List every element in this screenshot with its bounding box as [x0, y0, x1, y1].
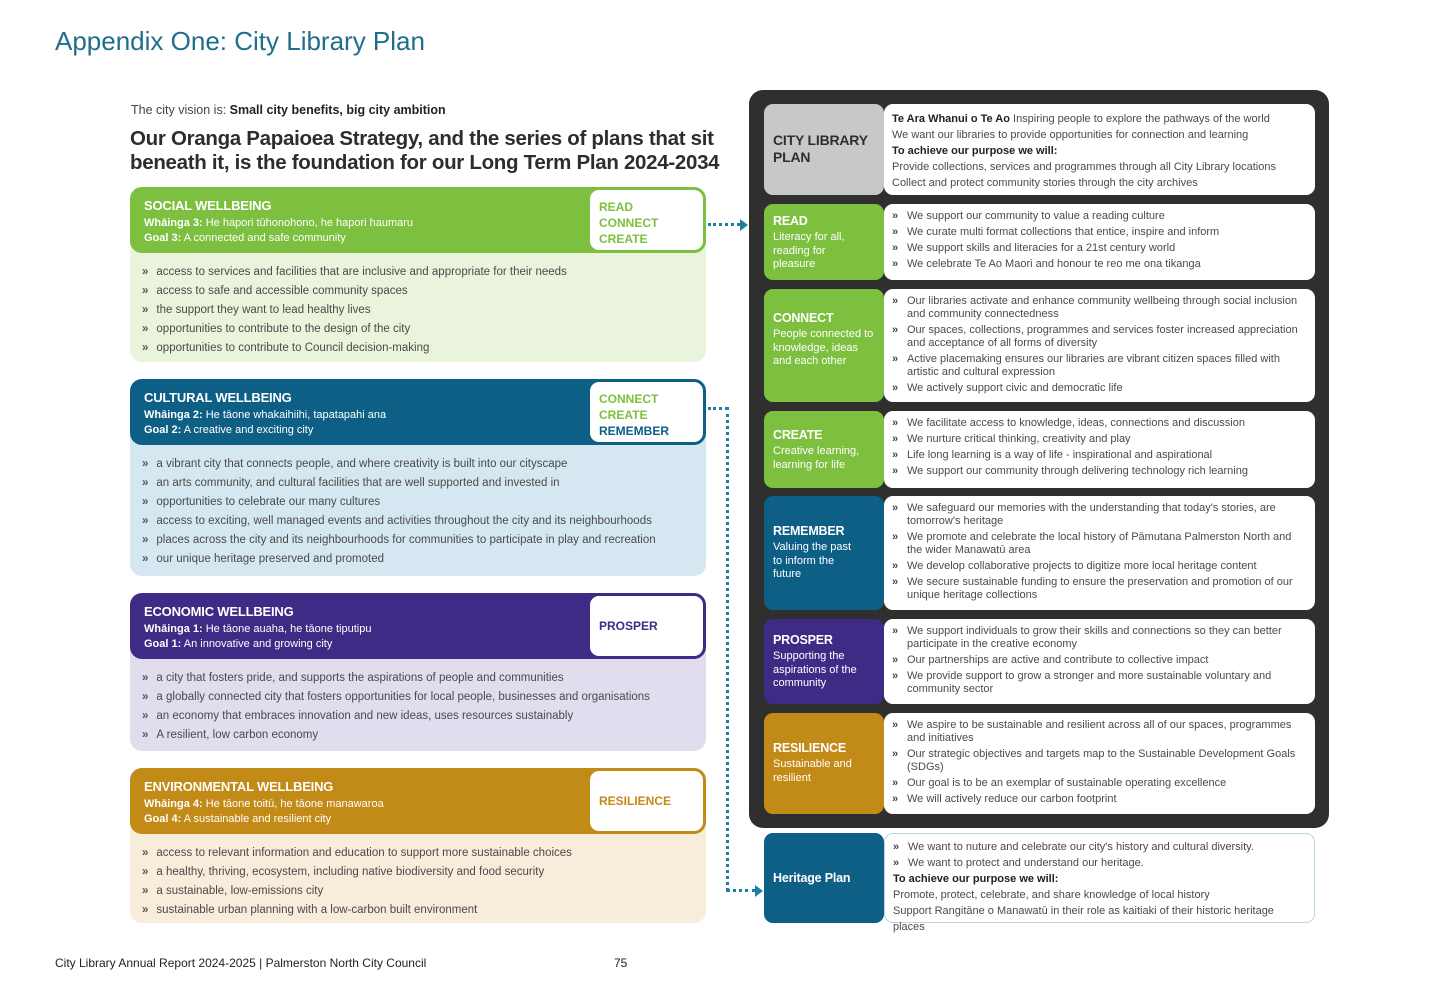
goal-line: Goal 2: A creative and exciting city	[144, 424, 314, 436]
row-desc: Valuing the past to inform the future	[773, 541, 852, 580]
row-desc: People connected to knowledge, ideas and each other	[773, 328, 874, 367]
remember-row	[764, 496, 1315, 610]
connector-arrow-icon	[740, 219, 748, 231]
list-item: » Our goal is to be an exemplar of sustainable operating excellence	[892, 777, 1227, 789]
row-text	[884, 289, 1315, 402]
row-text	[884, 411, 1315, 488]
row-title: REMEMBER	[773, 524, 845, 538]
row-text	[884, 833, 1315, 933]
list-item: » a healthy, thriving, ecosystem, including native biodiversity and food security	[142, 863, 572, 882]
row-label	[764, 289, 884, 402]
row-text	[884, 104, 1315, 195]
row-title: PROSPER	[773, 633, 833, 647]
connector-line	[708, 407, 728, 410]
plan-tag-box	[590, 190, 703, 250]
list-item: » We promote and celebrate the local history of Pāmutana Palmerston North and the wider Manawatū area	[892, 531, 1292, 556]
environmental-wellbeing-header	[130, 768, 706, 834]
list-item: » We actively support civic and democratic life	[892, 382, 1123, 394]
purpose-line: Collect and protect community stories through the city archives	[892, 177, 1198, 189]
list-item: » access to services and facilities that are inclusive and appropriate for their needs	[142, 263, 567, 282]
plan-tag: CONNECT	[599, 216, 659, 230]
row-label	[764, 619, 884, 704]
city-vision	[131, 103, 446, 117]
row-label	[764, 411, 884, 488]
wellbeing-list	[142, 455, 656, 569]
row-label	[764, 713, 884, 814]
list-item: » access to safe and accessible community spaces	[142, 282, 567, 301]
row-text	[884, 713, 1315, 814]
list-item: » We support our community through delivering technology rich learning	[892, 465, 1248, 477]
row-text	[884, 496, 1315, 610]
list-item: » Our libraries activate and enhance community wellbeing through social inclusion and community connectedness	[892, 295, 1298, 320]
list-item: » Life long learning is a way of life - inspirational and aspirational	[892, 449, 1213, 461]
list-item: » Active placemaking ensures our libraries are vibrant citizen spaces filled with artistic and cultural expression	[892, 353, 1280, 378]
list-item: » a city that fosters pride, and supports the aspirations of people and communities	[142, 669, 650, 688]
cultural-wellbeing-header	[130, 379, 706, 445]
list-item: » We nurture critical thinking, creativity and play	[892, 433, 1131, 445]
plan-tag: CREATE	[599, 232, 648, 246]
economic-wellbeing-panel	[130, 593, 706, 751]
list-item: » Our strategic objectives and targets map to the Sustainable Development Goals (SDGs)	[892, 748, 1296, 773]
row-title: CREATE	[773, 428, 823, 442]
plan-tag: READ	[599, 200, 634, 214]
list-item: » the support they want to lead healthy lives	[142, 301, 567, 320]
list-item: » opportunities to contribute to the design of the city	[142, 320, 567, 339]
purpose-line: Provide collections, services and programmes through all City Library locations	[892, 161, 1276, 173]
list-item: » We facilitate access to knowledge, ideas, connections and discussion	[892, 417, 1245, 429]
environmental-wellbeing-panel	[130, 768, 706, 923]
wellbeing-title: SOCIAL WELLBEING	[144, 198, 272, 213]
plan-tag: CREATE	[599, 408, 648, 422]
row-label	[764, 496, 884, 610]
row-label	[764, 833, 884, 923]
purpose-line: To achieve our purpose we will:	[892, 145, 1058, 157]
connector-arrow-icon	[755, 885, 763, 897]
purpose-line: We want our libraries to provide opportunities for connection and learning	[892, 129, 1249, 141]
whainga-line: Whāinga 3: He hapori tūhonohono, he hapori haumaru	[144, 217, 414, 229]
plan-tag: REMEMBER	[599, 424, 670, 438]
connector-line	[708, 223, 740, 226]
row-text	[884, 619, 1315, 704]
list-item: » opportunities to contribute to Council decision-making	[142, 339, 567, 358]
wellbeing-list	[142, 669, 650, 745]
list-item: » access to exciting, well managed events and activities throughout the city and its neighbourhoods	[142, 512, 656, 531]
row-desc: Supporting the aspirations of the community	[773, 650, 857, 689]
plan-tag: CONNECT	[599, 392, 659, 406]
row-title: READ	[773, 214, 808, 228]
row-title: CITY LIBRARY PLAN	[773, 132, 868, 165]
social-wellbeing-header	[130, 187, 706, 253]
whainga-line: Whāinga 4: He tāone toitū, he tāone manawaroa	[144, 798, 384, 810]
row-title: CONNECT	[773, 311, 834, 325]
connect-row	[764, 289, 1315, 402]
list-item: » a sustainable, low-emissions city	[142, 882, 572, 901]
list-item: » access to relevant information and education to support more sustainable choices	[142, 844, 572, 863]
list-item: » an economy that embraces innovation and new ideas, uses resources sustainably	[142, 707, 650, 726]
resilience-row	[764, 713, 1315, 814]
vision-text: Small city benefits, big city ambition	[229, 103, 446, 117]
list-item: » We support skills and literacies for a 21st century world	[892, 242, 1176, 254]
list-item: » We safeguard our memories with the understanding that today's stories, are tomorrow's heritage	[892, 502, 1276, 527]
list-item: » We curate multi format collections that entice, inspire and inform	[892, 226, 1220, 238]
purpose-line: To achieve our purpose we will:	[893, 873, 1059, 885]
list-item: » our unique heritage preserved and promoted	[142, 550, 656, 569]
purpose-line: Te Ara Whanui o Te Ao Inspiring people to explore the pathways of the world	[892, 113, 1270, 125]
list-item: » We provide support to grow a stronger and more sustainable voluntary and community sector	[892, 670, 1272, 695]
prosper-row	[764, 619, 1315, 704]
city-library-plan-row	[764, 104, 1315, 195]
vision-prefix: The city vision is:	[131, 103, 230, 117]
plan-tag-box	[590, 596, 703, 656]
row-label	[764, 204, 884, 280]
wellbeing-title: CULTURAL WELLBEING	[144, 390, 292, 405]
list-item: » A resilient, low carbon economy	[142, 726, 650, 745]
connector-line	[726, 407, 729, 891]
plan-tag-box	[590, 382, 703, 442]
list-item: » a globally connected city that fosters opportunities for local people, businesses and organisations	[142, 688, 650, 707]
connector-line	[726, 889, 756, 892]
list-item: » We want to nuture and celebrate our city's history and cultural diversity.	[893, 841, 1254, 853]
purpose-line: Support Rangitāne o Manawatū in their role as kaitiaki of their historic heritage places	[893, 905, 1274, 933]
strategy-heading: Our Oranga Papaioea Strategy, and the series of plans that sit beneath it, is the foundation for our Long Term Plan 2024-2034	[130, 127, 720, 174]
list-item: » a vibrant city that connects people, and where creativity is built into our cityscape	[142, 455, 656, 474]
plan-tag: RESILIENCE	[599, 794, 672, 808]
wellbeing-list	[142, 263, 567, 358]
economic-wellbeing-header	[130, 593, 706, 659]
wellbeing-title: ECONOMIC WELLBEING	[144, 604, 294, 619]
list-item: » places across the city and its neighbourhoods for communities to participate in play and recreation	[142, 531, 656, 550]
list-item: » sustainable urban planning with a low-carbon built environment	[142, 901, 572, 920]
wellbeing-list	[142, 844, 572, 920]
list-item: » We develop collaborative projects to digitize more local heritage content	[892, 560, 1257, 572]
list-item: » We celebrate Te Ao Maori and honour te reo me ona tikanga	[892, 258, 1201, 270]
wellbeing-title: ENVIRONMENTAL WELLBEING	[144, 779, 334, 794]
read-row	[764, 204, 1315, 280]
list-item: » We aspire to be sustainable and resilient across all of our spaces, programmes and initiatives	[892, 719, 1292, 744]
row-label	[764, 104, 884, 195]
row-desc: Literacy for all, reading for pleasure	[773, 231, 845, 270]
goal-line: Goal 3: A connected and safe community	[144, 232, 346, 244]
create-row	[764, 411, 1315, 488]
page-number: 75	[614, 956, 628, 970]
purpose-line: Promote, protect, celebrate, and share knowledge of local history	[893, 889, 1210, 901]
list-item: » Our partnerships are active and contribute to collective impact	[892, 654, 1209, 666]
list-item: » We support our community to value a reading culture	[892, 210, 1165, 222]
heritage-plan-row	[764, 833, 1315, 933]
social-wellbeing-panel	[130, 187, 706, 362]
whainga-line: Whāinga 1: He tāone auaha, he tāone tiputipu	[144, 623, 372, 635]
goal-line: Goal 4: A sustainable and resilient city	[144, 813, 332, 825]
row-title: RESILIENCE	[773, 741, 847, 755]
row-desc: Creative learning, learning for life	[773, 445, 860, 471]
plan-tag-box	[590, 771, 703, 831]
goal-line: Goal 1: An innovative and growing city	[144, 638, 333, 650]
list-item: » an arts community, and cultural facilities that are well supported and invested in	[142, 474, 656, 493]
row-text	[884, 204, 1315, 280]
cultural-wellbeing-panel	[130, 379, 706, 576]
list-item: » Our spaces, collections, programmes and services foster increased appreciation and acceptance of all forms of diversity	[892, 324, 1298, 349]
list-item: » opportunities to celebrate our many cultures	[142, 493, 656, 512]
plan-tag: PROSPER	[599, 619, 658, 633]
list-item: » We secure sustainable funding to ensure the preservation and promotion of our unique heritage collections	[892, 576, 1293, 601]
page-title: Appendix One: City Library Plan	[55, 26, 425, 56]
list-item: » We want to protect and understand our heritage.	[893, 857, 1144, 869]
list-item: » We will actively reduce our carbon footprint	[892, 793, 1117, 805]
row-desc: Sustainable and resilient	[773, 758, 852, 784]
whainga-line: Whāinga 2: He tāone whakaihiihi, tapatapahi ana	[144, 409, 387, 421]
list-item: » We support individuals to grow their skills and connections so they can better participate in the creative economy	[892, 625, 1282, 650]
row-title: Heritage Plan	[773, 871, 851, 885]
footer-text: City Library Annual Report 2024-2025 | Palmerston North City Council	[55, 956, 427, 970]
